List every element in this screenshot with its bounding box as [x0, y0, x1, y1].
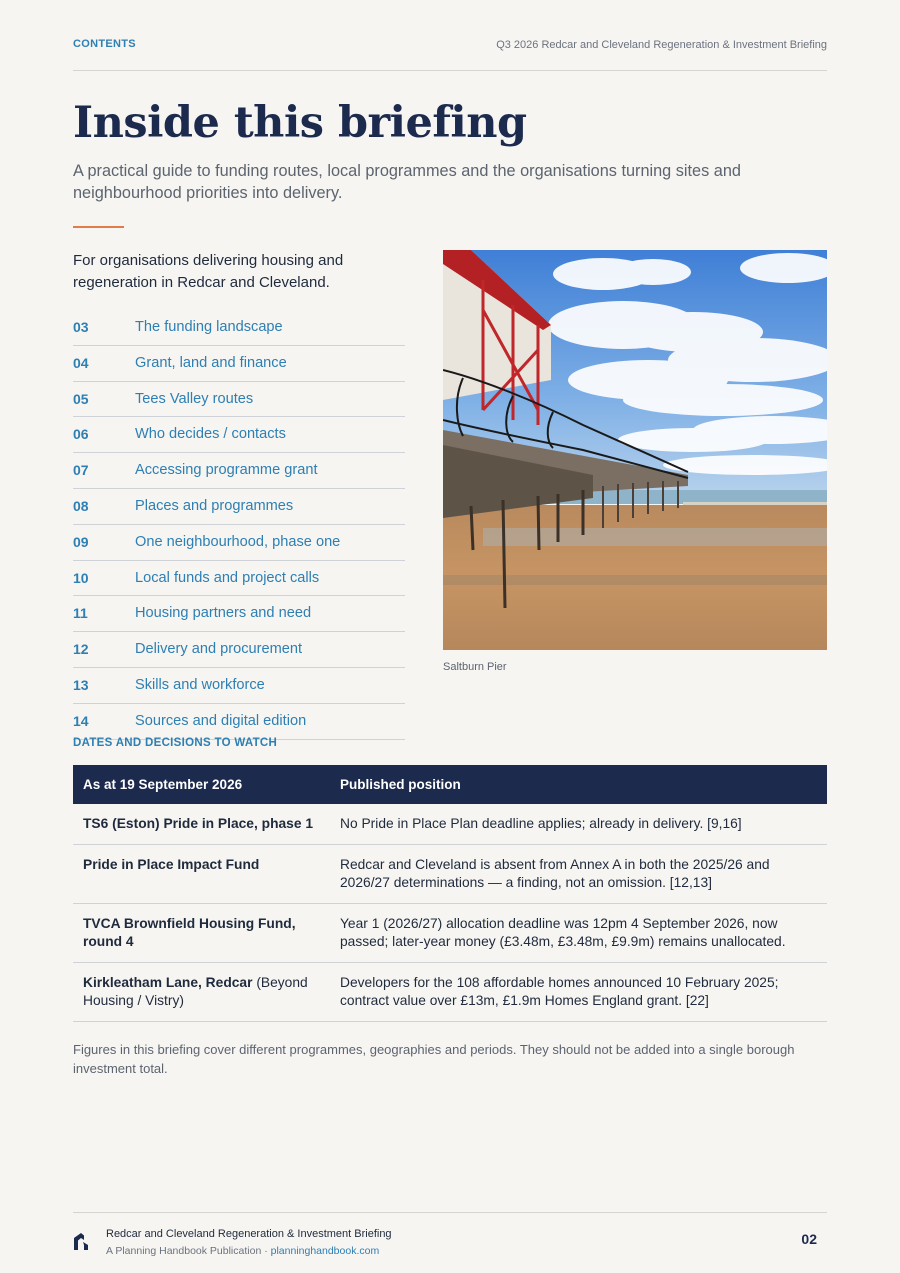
toc-item[interactable]: [73, 596, 405, 632]
toc-page-number: 10: [73, 569, 89, 586]
toc-label: Sources and digital edition: [135, 712, 307, 729]
dates-heading: DATES AND DECISIONS TO WATCH: [73, 737, 278, 749]
dates-table: [73, 765, 827, 1022]
toc-item[interactable]: [73, 489, 405, 525]
row-position-cell: No Pride in Place Plan deadline applies; already in delivery. [9,16]: [330, 804, 827, 845]
toc-page-number: 13: [73, 676, 89, 693]
toc-item[interactable]: [73, 668, 405, 704]
photo-caption: Saltburn Pier: [443, 661, 507, 673]
toc-item[interactable]: [73, 525, 405, 561]
toc-item[interactable]: [73, 417, 405, 453]
toc-item[interactable]: [73, 632, 405, 668]
footer-divider: [73, 1212, 827, 1213]
toc-page-number: 03: [73, 319, 89, 335]
toc-page-number: 06: [73, 426, 89, 443]
toc-label: Grant, land and finance: [135, 354, 287, 371]
toc-label: One neighbourhood, phase one: [135, 533, 341, 550]
toc-label: Skills and workforce: [135, 676, 265, 693]
page-number: 02: [801, 1231, 817, 1247]
toc-item[interactable]: [73, 704, 405, 740]
header-divider: [73, 70, 827, 71]
toc-label: Local funds and project calls: [135, 569, 320, 586]
header-publication-title: Q3 2026 Redcar and Cleveland Regeneration & Investment Briefing: [496, 39, 827, 51]
footer-website-link[interactable]: planninghandbook.com: [270, 1245, 380, 1257]
table-row: [73, 804, 827, 845]
column-header-item: As at 19 September 2026: [73, 765, 330, 804]
page-title: Inside this briefing: [73, 98, 527, 148]
page-header: [73, 38, 827, 56]
toc-page-number: 09: [73, 533, 89, 550]
row-item-cell: [73, 804, 330, 845]
row-position-cell: Redcar and Cleveland is absent from Annex A in both the 2025/26 and 2026/27 determinations — a finding, not an omission. [12,13]: [330, 845, 827, 904]
toc-label: The funding landscape: [135, 319, 283, 335]
toc-label: Who decides / contacts: [135, 426, 286, 443]
toc-label: Accessing programme grant: [135, 462, 318, 479]
section-label: CONTENTS: [73, 38, 136, 50]
row-item-name: Kirkleatham Lane, Redcar: [83, 975, 253, 990]
toc-item[interactable]: [73, 382, 405, 418]
row-item-name: Pride in Place Impact Fund: [83, 857, 260, 872]
toc-label: Places and programmes: [135, 497, 294, 514]
footer-publication: Redcar and Cleveland Regeneration & Investment Briefing: [106, 1228, 392, 1240]
dates-table-body: [73, 804, 827, 1022]
toc-page-number: 08: [73, 497, 89, 514]
row-item-note: (Beyond Housing / Vistry): [83, 975, 308, 1008]
row-position-cell: Year 1 (2026/27) allocation deadline was 12pm 4 September 2026, now passed; later-year money (£3.48m, £3.48m, £9.9m) remains unallocated.: [330, 904, 827, 963]
footnote: Figures in this briefing cover different programmes, geographies and periods. They should not be added into a single borough investment total.: [73, 1042, 795, 1076]
audience-text: For organisations delivering housing and regeneration in Redcar and Cleveland.: [73, 252, 344, 291]
page: [73, 0, 827, 1273]
publisher-logo-icon: [73, 1232, 90, 1251]
footer-publisher-text: A Planning Handbook Publication ·: [106, 1245, 271, 1257]
toc-page-number: 14: [73, 712, 89, 729]
dates-table-header-row: [73, 765, 827, 804]
intro-text: A practical guide to funding routes, local programmes and the organisations turning sites and neighbourhood priorities into delivery.: [73, 162, 741, 202]
row-item-name: TS6 (Eston) Pride in Place, phase 1: [83, 816, 314, 831]
toc-page-number: 05: [73, 390, 89, 407]
toc-label: Delivery and procurement: [135, 641, 303, 658]
table-row: [73, 963, 827, 1022]
saltburn-pier-photo: [443, 250, 827, 650]
row-position-cell: Developers for the 108 affordable homes announced 10 February 2025; contract value over £13m, £1.9m Homes England grant. [22]: [330, 963, 827, 1022]
toc-item[interactable]: [73, 453, 405, 489]
row-item-cell: [73, 963, 330, 1022]
toc-page-number: 07: [73, 462, 89, 479]
row-item-cell: [73, 904, 330, 963]
table-of-contents: [73, 310, 405, 740]
toc-label: Housing partners and need: [135, 605, 312, 622]
toc-page-number: 12: [73, 641, 89, 658]
toc-item[interactable]: [73, 310, 405, 346]
column-header-position: Published position: [330, 765, 827, 804]
toc-page-number: 11: [73, 605, 88, 622]
row-item-name: TVCA Brownfield Housing Fund, round 4: [83, 916, 296, 949]
row-item-cell: [73, 845, 330, 904]
toc-item[interactable]: [73, 561, 405, 597]
table-row: [73, 904, 827, 963]
toc-page-number: 04: [73, 354, 89, 371]
toc-item[interactable]: [73, 346, 405, 382]
footer-publisher: [106, 1245, 379, 1257]
toc-label: Tees Valley routes: [135, 390, 254, 407]
table-row: [73, 845, 827, 904]
accent-divider: [73, 226, 124, 228]
